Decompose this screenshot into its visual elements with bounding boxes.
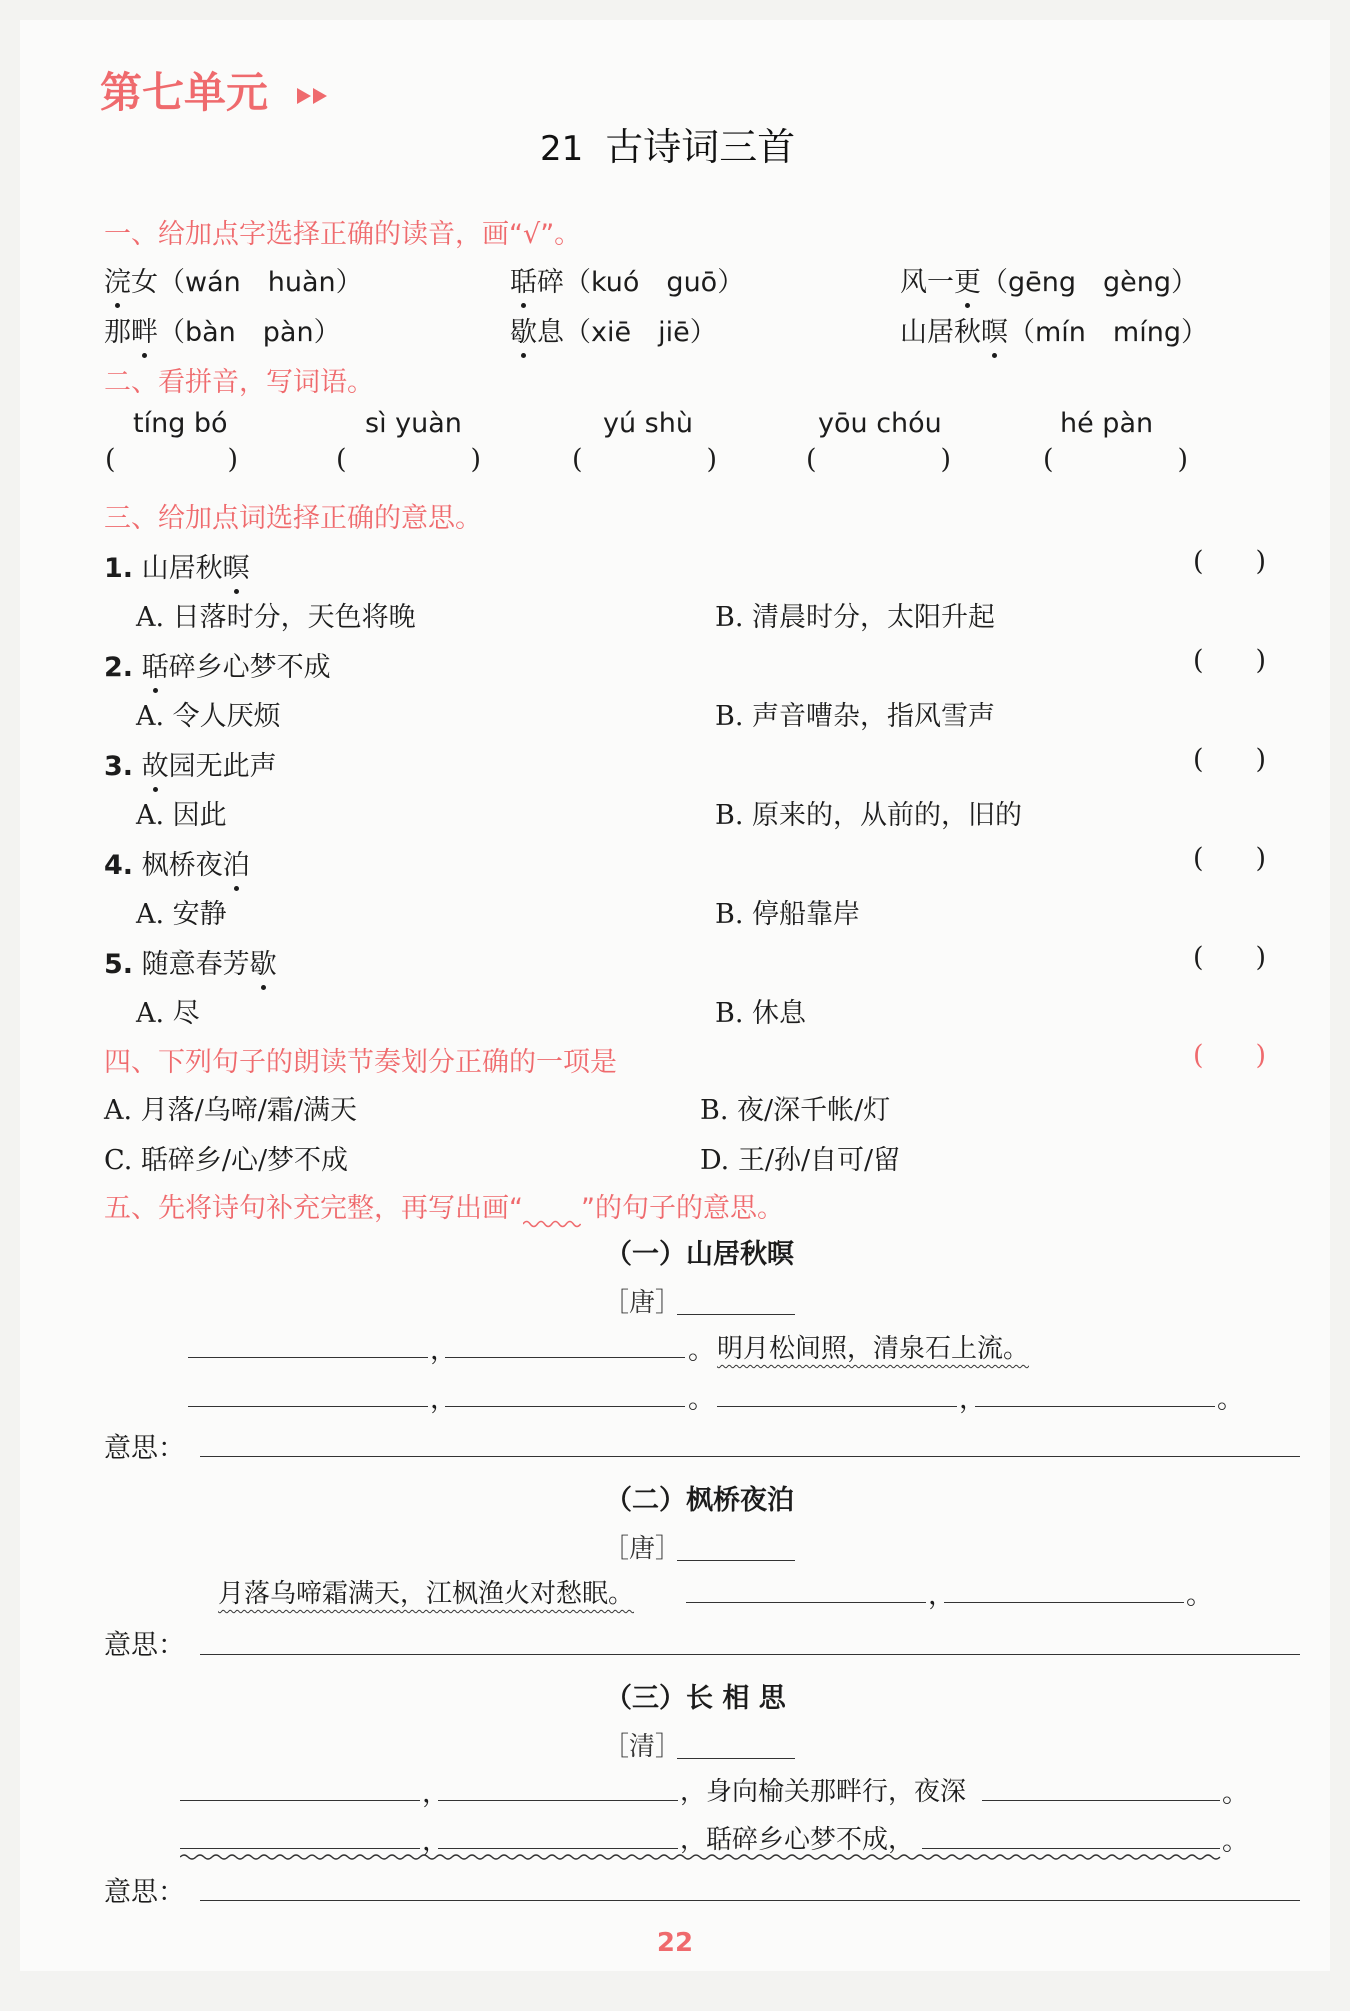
fill-blank[interactable] [717,1406,957,1407]
meaning-blank[interactable] [200,1900,1300,1901]
meaning-label: 意思： [104,1877,185,1908]
double-arrow-icon [297,86,331,106]
fill-blank[interactable] [180,1800,420,1801]
q3-question: 1. 山居秋暝 [104,546,250,585]
fill-blank[interactable] [438,1800,678,1801]
dotted-char: 暝 [223,546,250,585]
period: 。 [1222,1826,1249,1857]
q3-heading: 三、给加点词选择正确的意思。 [104,503,482,534]
q4-option-d: D. 王/孙/自可/留 [700,1145,901,1176]
author-blank[interactable] [677,1314,795,1315]
option-a: A. 日落时分，天色将晚 [136,602,416,633]
fill-blank[interactable] [438,1848,678,1849]
fill-blank[interactable] [180,1848,420,1849]
answer-blank-4[interactable]: ( ) [806,444,952,475]
option-a: A. 令人厌烦 [136,701,281,732]
period: 。 [1186,1580,1213,1611]
period: 。 [1222,1778,1249,1809]
answer-paren[interactable]: ( ) [1193,546,1267,577]
answer-blank-5[interactable]: ( ) [1043,444,1189,475]
q1-item: 聒碎（kuó guō） [510,260,744,299]
fill-blank[interactable] [445,1406,685,1407]
option-a: A. 尽 [136,998,200,1029]
poem1-given-line: 明月松间照，清泉石上流。 [717,1334,1030,1364]
comma: ， [430,1335,457,1366]
worksheet-page [20,20,1330,1971]
q3-question: 4. 枫桥夜泊 [104,843,250,882]
comma: ， [430,1384,457,1415]
q1-item: 浣女（wán huàn） [104,260,363,299]
q1-heading: 一、给加点字选择正确的读音，画“√”。 [104,219,582,250]
meaning-blank[interactable] [200,1456,1300,1457]
meaning-label: 意思： [104,1433,185,1464]
q1-item: 风一更（gēng gèng） [900,260,1198,299]
meaning-blank[interactable] [200,1654,1300,1655]
pinyin-2: sì yuàn [365,408,462,439]
q4-option-a: A. 月落/乌啼/霜/满天 [104,1095,357,1126]
option-a: A. 安静 [136,899,227,930]
answer-paren[interactable]: ( ) [1193,1040,1267,1071]
unit-title-text: 第七单元 [100,68,269,117]
comma: ， [959,1384,986,1415]
period: 。 [688,1335,715,1366]
dotted-char: 聒 [142,645,169,684]
answer-blank-1[interactable]: ( ) [105,444,239,475]
comma: ， [928,1580,955,1611]
q3-question: 5. 随意春芳歇 [104,942,277,981]
pinyin-4: yōu chóu [818,408,942,439]
fill-blank[interactable] [975,1406,1215,1407]
poem3-given-line2: ，聒碎乡心梦不成， [680,1825,915,1855]
page-number: 22 [656,1928,694,1958]
dotted-char: 故 [142,744,169,783]
dotted-char: 歇 [250,942,277,981]
dotted-char: 浣 [104,260,131,299]
pinyin-5: hé pàn [1060,408,1154,439]
q3-question: 2. 聒碎乡心梦不成 [104,645,331,684]
fill-blank[interactable] [188,1406,428,1407]
q4-option-b: B. 夜/深千帐/灯 [700,1095,891,1126]
q4-heading: 四、下列句子的朗读节奏划分正确的一项是 [104,1047,617,1078]
dotted-char: 畔 [131,310,158,349]
fill-blank[interactable] [445,1357,685,1358]
answer-paren[interactable]: ( ) [1193,645,1267,676]
fill-blank[interactable] [944,1602,1184,1603]
answer-blank-2[interactable]: ( ) [336,444,482,475]
poem1-title: （一）山居秋暝 [605,1239,794,1270]
poem3-title: （三）长 相 思 [605,1683,786,1714]
author-blank[interactable] [677,1758,795,1759]
comma: ， [422,1826,449,1857]
period: 。 [1217,1384,1244,1415]
q1-item: 山居秋暝（mín míng） [900,310,1208,349]
poem2-title: （二）枫桥夜泊 [605,1485,794,1516]
dotted-char: 更 [954,260,981,299]
answer-paren[interactable]: ( ) [1193,942,1267,973]
dotted-char: 聒 [510,260,537,299]
fill-blank[interactable] [922,1848,1220,1849]
period: 。 [688,1384,715,1415]
q1-item: 歇息（xiē jiē） [510,310,717,349]
author-blank[interactable] [677,1560,795,1561]
option-b: B. 原来的，从前的，旧的 [715,800,1023,831]
dotted-char: 歇 [510,310,537,349]
q1-item: 那畔（bàn pàn） [104,310,341,349]
q2-heading: 二、看拼音，写词语。 [104,367,374,398]
option-b: B. 清晨时分，太阳升起 [715,602,996,633]
pinyin-1: tíng bó [133,408,228,439]
dotted-char: 暝 [981,310,1008,349]
meaning-label: 意思： [104,1630,185,1661]
unit-title [100,60,331,120]
option-b: B. 声音嘈杂，指风雪声 [715,701,996,732]
poem2-given-line: 月落乌啼霜满天，江枫渔火对愁眠。 [218,1579,635,1609]
option-b: B. 休息 [715,998,807,1029]
option-b: B. 停船靠岸 [715,899,861,930]
q3-question: 3. 故园无此声 [104,744,277,783]
fill-blank[interactable] [188,1357,428,1358]
wavy-underline [180,1852,1230,1862]
wavy-underline-sample [523,1205,581,1225]
poem3-given-line1: ，身向榆关那畔行，夜深 [680,1777,967,1807]
lesson-title [540,116,795,171]
q4-option-c: C. 聒碎乡/心/梦不成 [104,1145,349,1176]
poem2-dynasty: ［唐］ [603,1534,682,1564]
poem3-dynasty: ［清］ [603,1732,682,1762]
dotted-char: 泊 [223,843,250,882]
lesson-number: 21 [540,129,584,169]
q5-heading: 五、先将诗句补充完整，再写出画“ ”的句子的意思。 [104,1186,784,1225]
comma: ， [422,1778,449,1809]
fill-blank[interactable] [686,1602,926,1603]
fill-blank[interactable] [982,1800,1220,1801]
pinyin-3: yú shù [603,408,693,439]
answer-paren[interactable]: ( ) [1193,843,1267,874]
option-a: A. 因此 [136,800,227,831]
answer-paren[interactable]: ( ) [1193,744,1267,775]
poem1-dynasty: ［唐］ [603,1288,682,1318]
answer-blank-3[interactable]: ( ) [572,444,718,475]
lesson-name: 古诗词三首 [605,125,796,169]
